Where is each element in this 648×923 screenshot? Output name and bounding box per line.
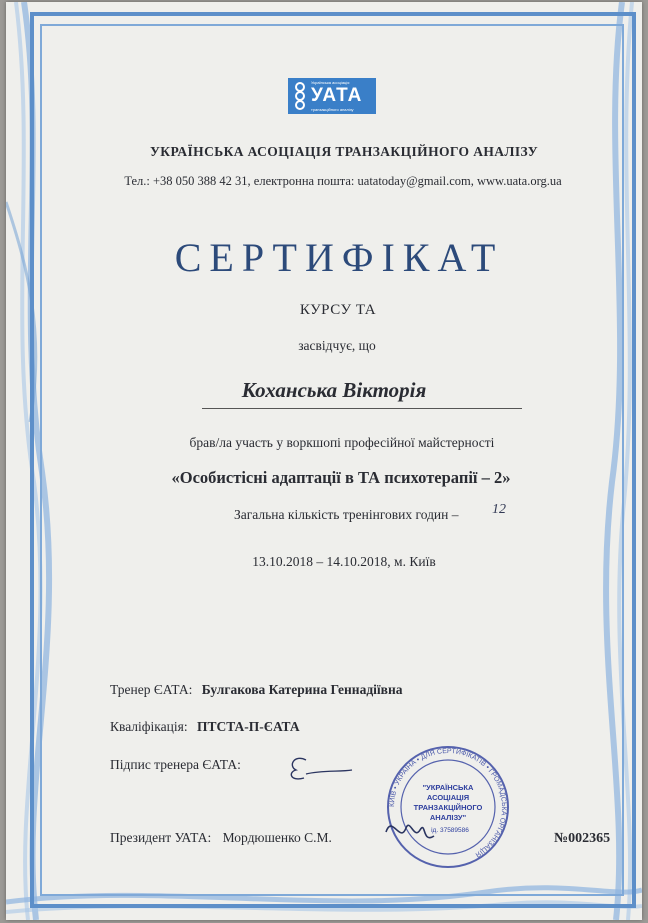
trainer-name: Булгакова Катерина Геннадіївна [201,682,403,697]
name-underline [202,408,522,409]
trainer-row [110,682,402,698]
president-name: Мордюшенко С.М. [222,830,332,845]
signature-row [110,757,241,773]
qualification-value: ПТСТА-П-ЄАТА [196,719,300,734]
course-label: КУРСУ ТА [299,302,377,318]
logo-text: УАТА [311,85,363,106]
logo-rings-icon [291,78,309,114]
qualification-row [110,719,300,735]
seal-line4: АНАЛІЗУ" [429,813,467,822]
seal-line1: "УКРАЇНСЬКА [422,783,474,792]
qualification-label: Кваліфікація: [110,719,188,734]
logo-small-bottom: транзакційного аналізу [311,107,354,112]
certificate-number: №002365 [554,831,611,846]
uata-logo [288,78,376,114]
organization-name: УКРАЇНСЬКА АСОЦІАЦІЯ ТРАНЗАКЦІЙНОГО АНАЛІЗУ [149,144,539,159]
certifies-text: засвідчує, що [298,338,376,353]
seal-line2: АСОЦІАЦІЯ [426,793,470,802]
contact-info: Тел.: +38 050 388 42 31, електронна пошта: uatatoday@gmail.com, www.uata.org.ua [124,174,562,188]
seal-code: ід. 37589586 [431,827,469,834]
training-hours-value: 12 [492,502,506,517]
certificate-title: СЕРТИФІКАТ [174,235,504,280]
president-row [110,830,332,846]
seal-line3: ТРАНЗАКЦІЙНОГО [413,803,483,812]
signature-label: Підпис тренера ЄАТА: [110,757,241,772]
trainer-label: Тренер ЄАТА: [110,682,193,697]
president-label: Президент УАТА: [110,830,212,845]
event-dates: 13.10.2018 – 14.10.2018, м. Київ [252,554,436,569]
training-hours-label: Загальна кількість тренінгових годин – [234,507,459,522]
certificate-paper [6,2,642,920]
recipient-name: Коханська Вікторія [241,378,427,402]
logo-small-top: Українська асоціація [311,80,350,85]
seal-outer-text: КИЇВ • УКРАЇНА • ДЛЯ СЕРТИФІКАТІВ • ГРОМАДСЬКА ОРГАНІЗАЦІЯ [388,747,508,859]
participation-text: брав/ла участь у воркшопі професійної майстерності [189,435,495,450]
workshop-title: «Особистісні адаптації в ТА психотерапії – 2» [171,468,511,487]
organization-seal [378,744,518,870]
